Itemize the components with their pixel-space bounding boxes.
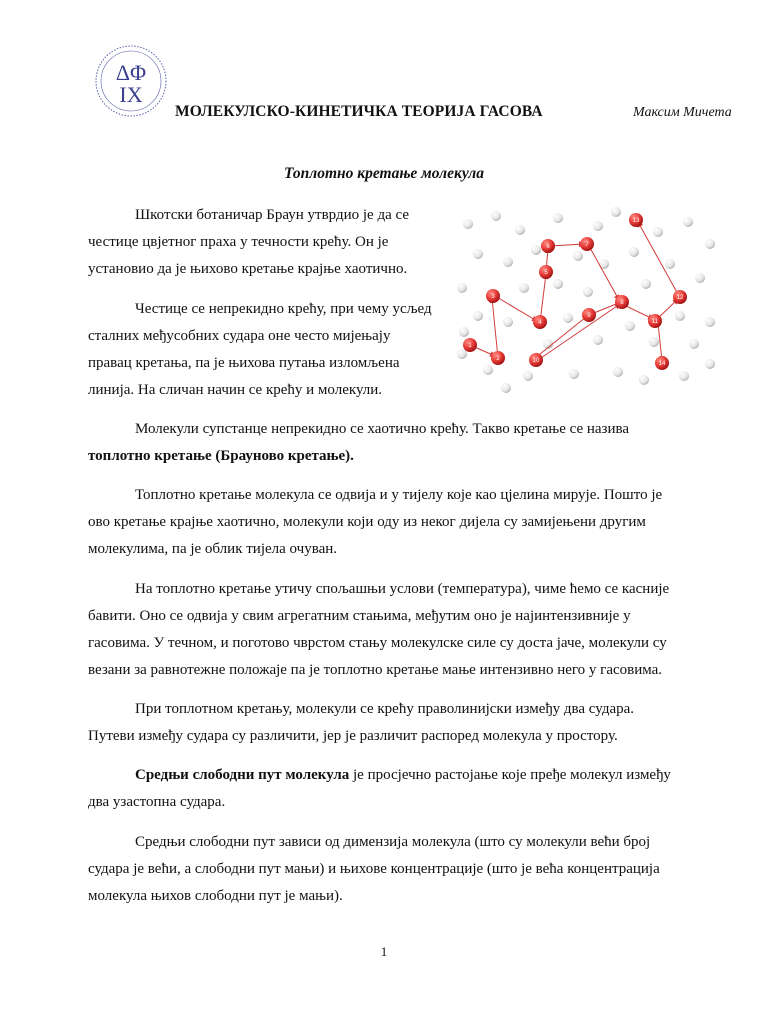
logo [94,44,168,118]
text-line: линија. На сличан начин се крећу и молекули. [88,382,383,398]
svg-text:12: 12 [676,295,684,301]
text-line: молекула њихов слободни пут је мањи). [88,888,343,904]
bold-term: Средњи слободни пут молекула [135,767,350,783]
text-line: бавити. Оно се одвија у свим агрегатним стањима, међутим оно је најинтензивније у [88,608,631,624]
text-line: Честице се непрекидно крећу, при чему усљед [135,301,432,317]
paragraph-1 [88,202,409,283]
bold-term: топлотно кретање (Брауново кретање) [88,448,351,464]
text-line: ово кретање крајње хаотично, молекули који оду из неког дијела су замијењени другим [88,514,646,530]
logo-text-top: ΔΦ [115,60,147,85]
text-line: На топлотно кретање утичу спољашњи услови (температура), чиме ћемо се касније [135,581,670,597]
text-line: Топлотно кретање молекула се одвија и у тијелу које као цјелина мирује. Пошто је [135,487,663,503]
svg-text:5: 5 [544,270,548,276]
svg-text:7: 7 [585,242,589,248]
text-line: је просјечно растојање које пређе молекул између [349,767,671,783]
brownian-motion-figure [448,204,720,396]
text-line: Путеви између судара су различити, јер је различит распоред молекула у простору. [88,728,618,744]
text-line: молекулима, па је облик тијела очуван. [88,541,338,557]
svg-text:9: 9 [587,313,591,319]
section-title: Топлотно кретање молекула [283,165,484,182]
paragraph-5 [88,576,669,684]
text-line: При топлотном кретању, молекули се крећу праволинијски између два судара. [135,701,635,717]
text-line: Шкотски ботаничар Браун утврдио је да се [135,207,410,223]
text-line: установио да је њихово кретање крајње хаотично. [88,261,408,277]
logo-text-bottom: IX [119,82,143,107]
text-line: сталних међусобних судара оне често мијењају [88,328,391,344]
paragraph-2 [88,296,432,404]
text-line: Средњи слободни пут зависи од димензија молекула (што су молекули већи број [135,834,651,850]
paragraph-8 [88,829,660,910]
svg-text:6: 6 [546,244,550,250]
paragraph-6 [88,696,634,750]
svg-text:4: 4 [538,320,542,326]
author-name: Максим Мичета [633,105,732,120]
path-lines [470,222,679,361]
text-line: гасовима. У течном, и поготово чврстом стању молекулске силе су доста јаче, молекули су [88,635,667,651]
paragraph-7 [88,762,671,816]
svg-text:10: 10 [532,358,540,364]
text-line: два узастопна судара. [88,794,226,810]
svg-text:13: 13 [632,218,640,224]
svg-text:3: 3 [491,294,495,300]
svg-text:14: 14 [658,361,666,367]
svg-text:1: 1 [468,343,472,349]
text-line: Молекули супстанце непрекидно се хаотично крећу. Такво кретање се назива [135,421,630,437]
paragraph-3: Молекули супстанце непрекидно се хаотично крећу. Такво кретање се назива топлотно кретање (Брауново кретање). [88,421,630,464]
text-line: честице цвјетног праха у течности крећу. Он је [88,234,389,250]
svg-text:8: 8 [620,300,624,306]
text-line: судара је већи, а слободни пут мањи) и њихове концентрације (што је већа концентрација [88,861,660,877]
svg-text:2: 2 [496,356,500,362]
paragraph-4 [88,482,662,563]
svg-text:11: 11 [651,319,659,325]
text-line: правац кретања, па је њихова путања изломљена [88,355,400,371]
document-title: МОЛЕКУЛСКО-КИНЕТИЧКА ТЕОРИЈА ГАСОВА [175,103,543,120]
text-line: везани за равнотежне положаје па је топлотно кретање мање интензивно него у гасовима. [88,662,663,678]
page-number: 1 [380,944,388,959]
